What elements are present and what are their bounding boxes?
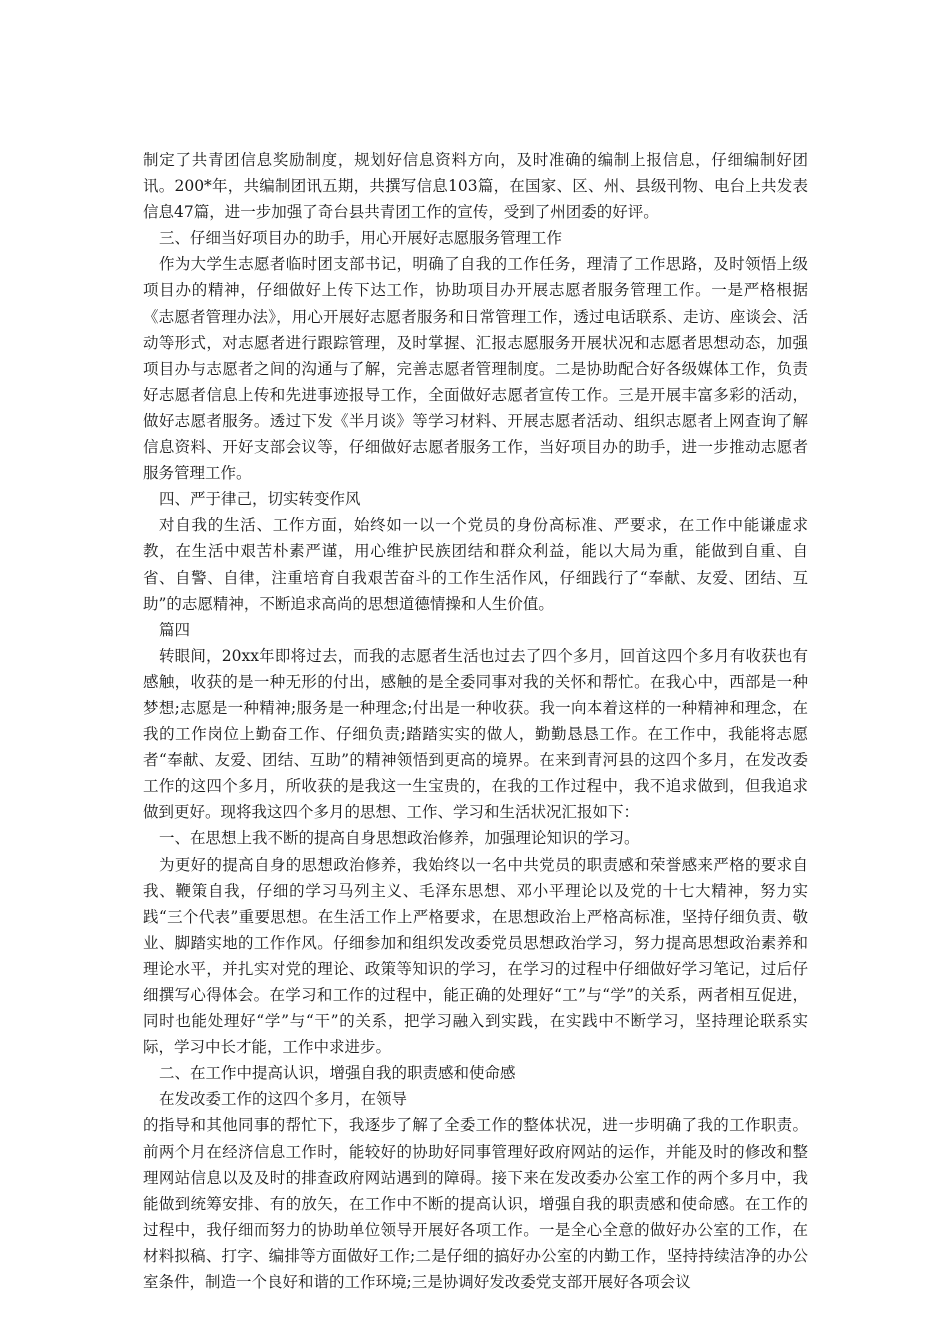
paragraph-3: 对自我的生活、工作方面，始终如一以一个党员的身份高标准、严要求，在工作中能谦虚求教，在生活中艰苦朴素严谨，用心维护民族团结和群众利益，能以大局为重，能做到自重、自省、自警、自律，注重培育自我艰苦奋斗的工作生活作风，仔细践行了“奉献、友爱、团结、互助”的志愿精神，不断追求高尚的思想道德情操和人生价值。 <box>143 516 808 613</box>
section-heading-4: 四、严于律己，切实转变作风 <box>159 490 361 509</box>
paragraph-2: 作为大学生志愿者临时团支部书记，明确了自我的工作任务，理清了工作思路，及时领悟上级项目办的精神，仔细做好上传下达工作，协助项目办开展志愿者服务管理工作。一是严格根据《志愿者管理办法》，用心开展好志愿者服务和日常管理工作，透过电话联系、走访、座谈会、活动等形式，对志愿者进行跟踪管理，及时掌握、汇报志愿服务开展状况和志愿者思想动态，加强项目办与志愿者之间的沟通与了解，完善志愿者管理制度。二是协助配合好各级媒体工作，负责好志愿者信息上传和先进事迹报导工作，全面做好志愿者宣传工作。三是开展丰富多彩的活动，做好志愿者服务。透过下发《半月谈》等学习材料、开展志愿者活动、组织志愿者上网查询了解信息资料、开好支部会议等，仔细做好志愿者服务工作，当好项目办的助手，进一步推动志愿者服务管理工作。 <box>143 255 808 483</box>
document-page <box>143 147 808 1295</box>
paragraph-7: 的指导和其他同事的帮忙下，我逐步了解了全委工作的整体状况，进一步明确了我的工作职责。前两个月在经济信息工作时，能较好的协助好同事管理好政府网站的运作，并能及时的修改和整理网站信息以及及时的排查政府网站遇到的障碍。接下来在发改委办公室工作的两个多月中，我能做到统筹安排、有的放矢，在工作中不断的提高认识，增强自我的职责感和使命感。在工作的过程中，我仔细而努力的协助单位领导开展好各项工作。一是全心全意的做好办公室的工作，在材料拟稿、打字、编排等方面做好工作;二是仔细的搞好办公室的内勤工作，坚持持续洁净的办公室条件，制造一个良好和谐的工作环境;三是协调好发改委党支部开展好各项会议 <box>143 1116 808 1292</box>
section-heading-3: 三、仔细当好项目办的助手，用心开展好志愿服务管理工作 <box>159 229 563 248</box>
paragraph-1: 制定了共青团信息奖励制度，规划好信息资料方向，及时准确的编制上报信息，仔细编制好团讯。200*年，共编制团讯五期，共撰写信息103篇，在国家、区、州、县级刊物、电台上共发表信息47篇，进一步加强了奇台县共青团工作的宣传，受到了州团委的好评。 <box>143 151 808 222</box>
paragraph-5: 为更好的提高自身的思想政治修养，我始终以一名中共党员的职责感和荣誉感来严格的要求自我、鞭策自我，仔细的学习马列主义、毛泽东思想、邓小平理论以及党的十七大精神，努力实践“三个代表”重要思想。在生活工作上严格要求，在思想政治上严格高标准，坚持仔细负责、敬业、脚踏实地的工作作风。仔细参加和组织发改委党员思想政治学习，努力提高思想政治素养和理论水平，并扎实对党的理论、政策等知识的学习，在学习的过程中仔细做好学习笔记，过后仔细撰写心得体会。在学习和工作的过程中，能正确的处理好“工”与“学”的关系，两者相互促进，同时也能处理好“学”与“干”的关系，把学习融入到实践，在实践中不断学习，坚持理论联系实际，学习中长才能，工作中求进步。 <box>143 855 808 1057</box>
section-heading-2: 二、在工作中提高认识，增强自我的职责感和使命感 <box>159 1064 516 1083</box>
paragraph-4: 转眼间，20xx年即将过去，而我的志愿者生活也过去了四个多月，回首这四个多月有收获也有感触，收获的是一种无形的付出，感触的是全委同事对我的关怀和帮忙。在我心中，西部是一种梦想;志愿是一种精神;服务是一种理念;付出是一种收获。我一向本着这样的一种精神和理念，在我的工作岗位上勤奋工作、仔细负责;踏踏实实的做人，勤勤恳恳工作。在工作中，我能将志愿者“奉献、友爱、团结、互助”的精神领悟到更高的境界。在来到青河县的这四个多月，在发改委工作的这四个多月，所收获的是我这一生宝贵的，在我的工作过程中，我不追求做到，但我追求做到更好。现将我这四个多月的思想、工作、学习和生活状况汇报如下： <box>143 646 808 822</box>
chapter-heading-4: 篇四 <box>159 620 191 639</box>
paragraph-6: 在发改委工作的这四个多月，在领导 <box>159 1090 408 1109</box>
section-heading-1: 一、在思想上我不断的提高自身思想政治修养，加强理论知识的学习。 <box>159 829 640 848</box>
